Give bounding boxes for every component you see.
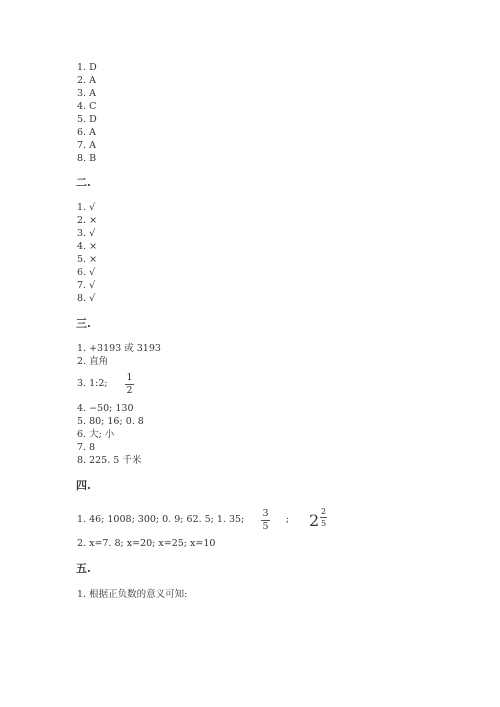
mixed-fraction [320, 507, 327, 528]
s3-answer-3-fraction [125, 373, 134, 396]
s4-answer-1: 1. 46; 1008; 300; 0. 9; 62. 5; 1. 35; [77, 514, 245, 525]
s4-answer-1-separator: ; [286, 514, 290, 525]
s3-answer-8: 8. 225. 5 千米 [77, 455, 142, 466]
s1-answer-6: 6. A [77, 127, 96, 138]
section-2-heading: 二. [76, 176, 91, 189]
s4-answer-1-mixed-number [309, 507, 327, 530]
s3-answer-6: 6. 大; 小 [77, 429, 115, 440]
s1-answer-5: 5. D [77, 114, 97, 125]
s5-answer-1: 1. 根据正负数的意义可知: [77, 589, 188, 600]
s2-answer-8: 8. √ [77, 293, 96, 304]
s3-answer-4: 4. −50; 130 [77, 403, 134, 414]
s3-answer-5: 5. 80; 16; 0. 8 [77, 416, 144, 427]
s2-answer-7: 7. √ [77, 280, 96, 291]
s1-answer-7: 7. A [77, 140, 96, 151]
s2-answer-5: 5. × [77, 254, 98, 265]
fraction-numerator: 3 [262, 508, 269, 519]
fraction-denominator: 2 [126, 385, 133, 396]
s3-answer-3: 3. 1:2; [77, 378, 108, 389]
s1-answer-2: 2. A [77, 75, 96, 86]
section-4-heading: 四. [76, 479, 91, 492]
s1-answer-4: 4. C [77, 101, 97, 112]
section-5-heading: 五. [76, 562, 91, 575]
s4-answer-1-fraction [261, 509, 270, 532]
s2-answer-2: 2. × [77, 215, 98, 226]
fraction-numerator: 1 [126, 372, 133, 383]
s2-answer-6: 6. √ [77, 267, 96, 278]
s1-answer-1: 1. D [77, 62, 97, 73]
s3-answer-1: 1. +3193 或 3193 [77, 343, 161, 354]
mixed-whole: 2 [309, 511, 320, 530]
s2-answer-4: 4. × [77, 241, 98, 252]
fraction-numerator: 2 [320, 507, 327, 516]
s2-answer-1: 1. √ [77, 202, 96, 213]
fraction-denominator: 5 [262, 521, 269, 532]
fraction-bar [320, 517, 327, 518]
s4-answer-2: 2. x=7. 8; x=20; x=25; x=10 [77, 538, 216, 549]
section-3-heading: 三. [76, 317, 91, 330]
fraction-denominator: 5 [320, 519, 327, 528]
s2-answer-3: 3. √ [77, 228, 96, 239]
s1-answer-3: 3. A [77, 88, 96, 99]
s1-answer-8: 8. B [77, 153, 97, 164]
s3-answer-2: 2. 直角 [77, 356, 109, 367]
s3-answer-7: 7. 8 [77, 442, 96, 453]
